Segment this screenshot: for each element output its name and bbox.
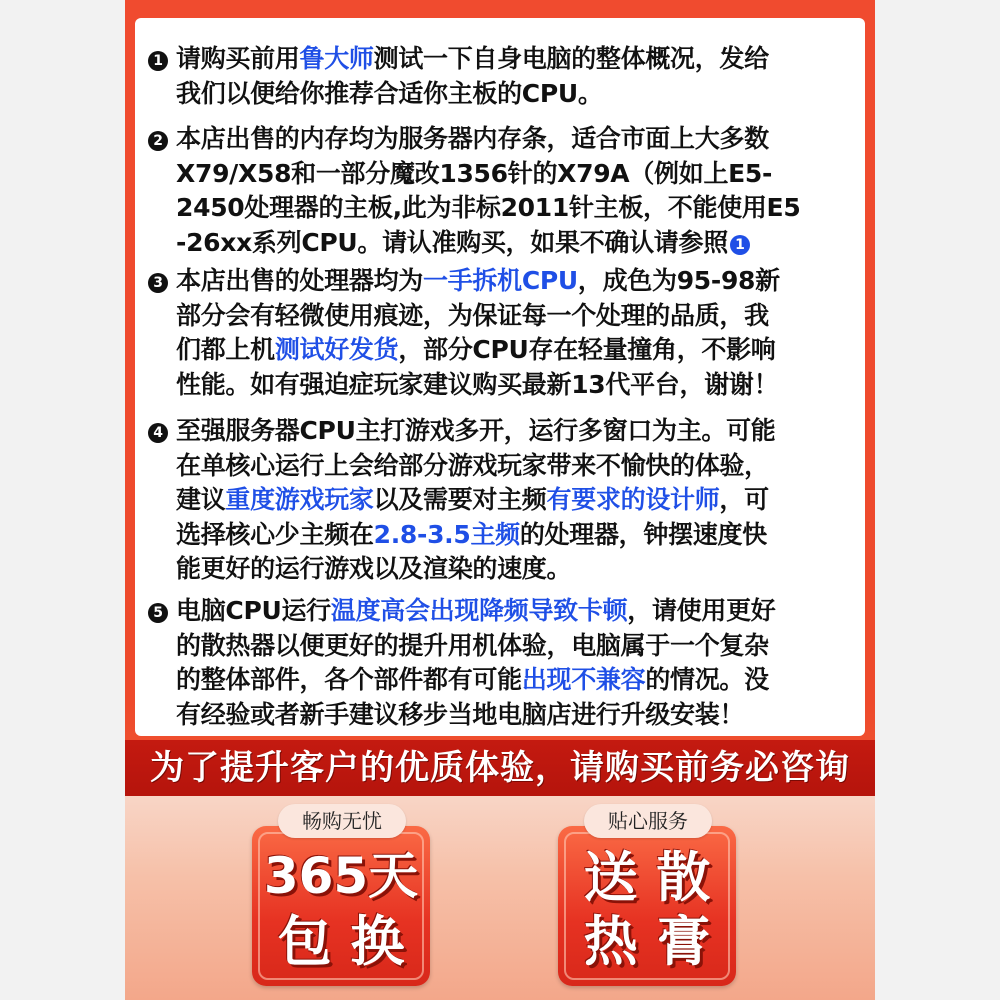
notice-text: 请购买前用 <box>176 44 300 73</box>
highlight-text: 测试好发货 <box>274 335 399 364</box>
notice-line <box>148 518 848 553</box>
number-badge-icon: 5 <box>148 603 168 623</box>
notice-text: 在单核心运行上会给部分游戏玩家带来不愉快的体验， <box>176 450 769 480</box>
notice-line <box>148 594 848 629</box>
card-exchange-tab: 畅购无忧 <box>278 804 406 838</box>
notice-line <box>148 698 848 733</box>
banner-text: 为了提升客户的优质体验，请购买前务必咨询 <box>150 748 850 788</box>
notice-line <box>148 226 848 261</box>
notice-line <box>148 191 848 226</box>
notice-text: 以及需要对主频 <box>373 485 547 514</box>
number-badge-icon: 3 <box>148 273 168 293</box>
notice-text: 测试一下自身电脑的整体概况，发给 <box>373 44 769 73</box>
notice-line <box>148 42 848 77</box>
notice-line <box>148 483 848 518</box>
notice-text: 至强服务器CPU主打游戏多开，运行多窗口为主。可能 <box>176 416 776 445</box>
highlight-text: 出现不兼容 <box>521 665 646 694</box>
highlight-text: 温度高会出现降频导致卡顿 <box>330 596 628 625</box>
notice-item-2 <box>148 122 848 260</box>
number-badge-icon: 4 <box>148 423 168 443</box>
notice-item-4 <box>148 414 848 587</box>
notice-text: 建议 <box>176 485 226 514</box>
number-badge-icon: 2 <box>148 131 168 151</box>
notice-text: 本店出售的内存均为服务器内存条，适合市面上大多数 <box>176 124 769 153</box>
notice-text: 电脑CPU运行 <box>176 596 331 625</box>
card-paste-line2: 热 膏 <box>583 910 711 973</box>
number-badge-icon: 1 <box>148 51 168 71</box>
highlight-text: 有要求的设计师 <box>546 485 720 514</box>
notice-line <box>148 299 848 334</box>
notice-text: ，部分CPU存在轻量撞角，不影响 <box>398 335 776 364</box>
notice-text: 的情况。没 <box>645 665 769 694</box>
notice-text: 性能。如有强迫症玩家建议购买最新13代平台，谢谢！ <box>176 369 779 399</box>
notice-text: 能更好的运行游戏以及渲染的速度。 <box>176 554 572 583</box>
notice-text: 部分会有轻微使用痕迹，为保证每一个处理的品质，我 <box>176 300 769 330</box>
notice-text: X79/X58和一部分魔改1356针的X79A（例如上E5- <box>176 158 773 188</box>
notice-text: 的散热器以便更好的提升用机体验，电脑属于一个复杂 <box>176 630 769 660</box>
highlight-text: 鲁大师 <box>299 44 374 73</box>
card-exchange <box>252 826 430 986</box>
notice-item-1 <box>148 42 848 111</box>
notice-line <box>148 663 848 698</box>
notice-line <box>148 629 848 664</box>
notice-item-5 <box>148 594 848 732</box>
notice-line <box>148 77 848 112</box>
card-paste <box>558 826 736 986</box>
notice-text: 们都上机 <box>176 335 275 364</box>
reference-badge-icon: 1 <box>730 235 750 255</box>
notice-text: 本店出售的处理器均为 <box>176 266 424 295</box>
notice-line <box>148 122 848 157</box>
notice-line <box>148 157 848 192</box>
notice-line <box>148 552 848 587</box>
highlight-text: 2.8-3.5主频 <box>373 519 520 549</box>
notice-text: 选择核心少主频在 <box>176 519 374 549</box>
notice-text: ，可 <box>719 485 769 514</box>
highlight-text: 重度游戏玩家 <box>225 485 374 514</box>
card-paste-tab: 贴心服务 <box>584 804 712 838</box>
card-exchange-line2: 包 换 <box>277 910 405 973</box>
notice-line <box>148 449 848 484</box>
card-exchange-line1: 365天 <box>263 847 419 905</box>
notice-text: ，成色为95-98新 <box>577 266 780 295</box>
notice-line <box>148 414 848 449</box>
notice-text: 有经验或者新手建议移步当地电脑店进行升级安装！ <box>176 699 745 729</box>
notice-item-3 <box>148 264 848 402</box>
notice-line <box>148 333 848 368</box>
notice-text: 的整体部件，各个部件都有可能 <box>176 665 522 694</box>
notice-line <box>148 368 848 403</box>
notice-text: 2450处理器的主板,此为非标2011针主板，不能使用E5 <box>176 193 801 222</box>
notice-text: ，请使用更好 <box>627 596 776 625</box>
notice-text: 我们以便给你推荐合适你主板的CPU。 <box>176 78 603 108</box>
highlight-text: 一手拆机CPU <box>423 266 578 295</box>
notice-line <box>148 264 848 299</box>
notice-text: -26xx系列CPU。请认准购买，如果不确认请参照 <box>176 227 728 257</box>
service-area <box>125 796 875 1000</box>
consult-banner <box>125 740 875 796</box>
notice-text: 的处理器，钟摆速度快 <box>519 519 767 549</box>
card-paste-line1: 送 散 <box>583 846 711 909</box>
